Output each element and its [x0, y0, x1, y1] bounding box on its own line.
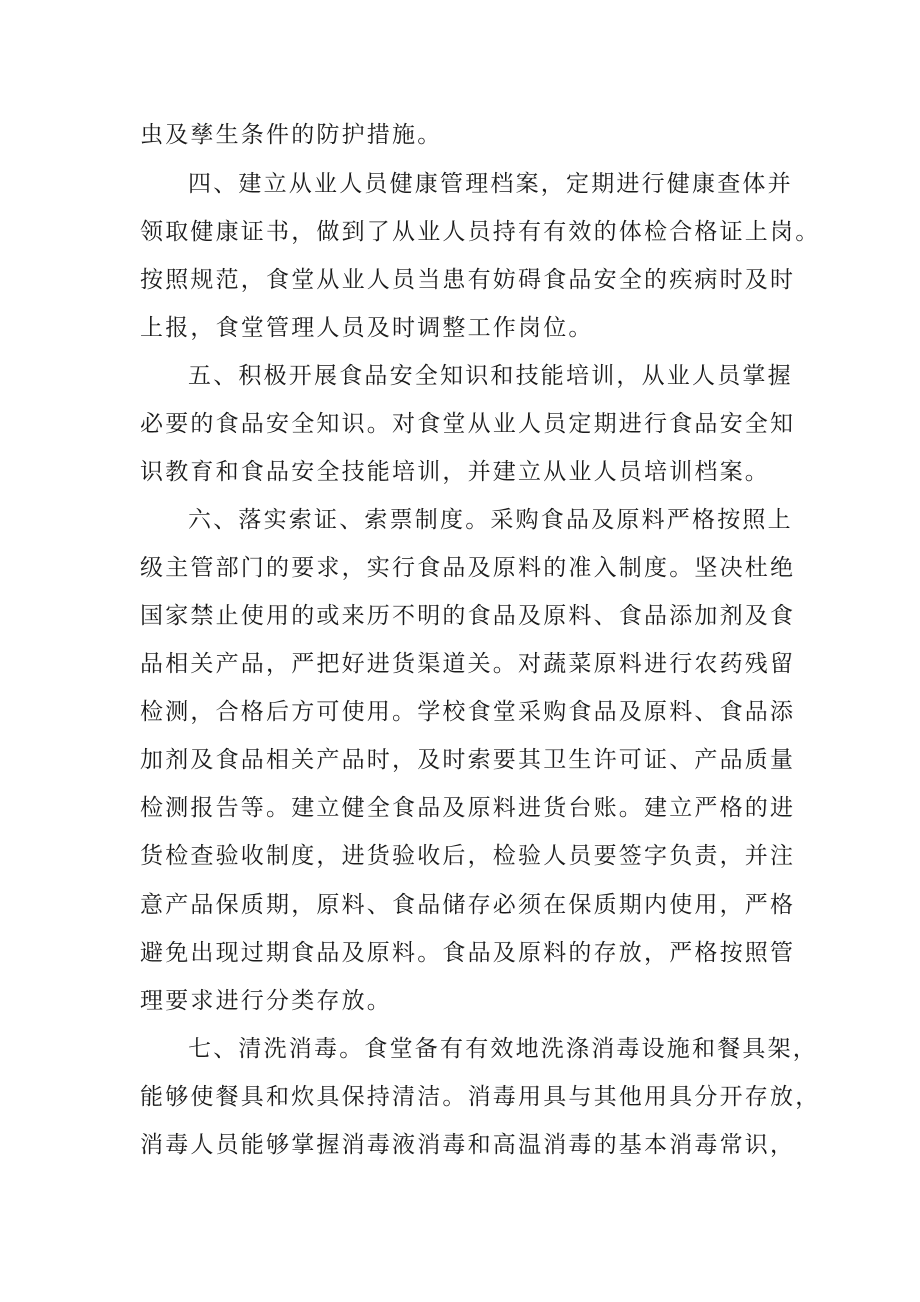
text-line: 五、积极开展食品安全知识和技能培训，从业人员掌握 — [188, 363, 793, 389]
text-line: 避免出现过期食品及原料。食品及原料的存放，严格按照管 — [140, 940, 796, 966]
text-line: 意产品保质期，原料、食品储存必须在保质期内使用，严格 — [140, 892, 796, 918]
text-line: 品相关产品，严把好进货渠道关。对蔬菜原料进行农药残留 — [140, 651, 796, 677]
text-line: 消毒人员能够掌握消毒液消毒和高温消毒的基本消毒常识， — [140, 1132, 796, 1158]
text-line: 货检查验收制度，进货验收后，检验人员要签字负责，并注 — [140, 843, 796, 869]
text-line: 能够使餐具和炊具保持清洁。消毒用具与其他用具分开存放， — [140, 1084, 821, 1110]
text-line: 检测，合格后方可使用。学校食堂采购食品及原料、食品添 — [140, 699, 796, 725]
text-line: 必要的食品安全知识。对食堂从业人员定期进行食品安全知 — [140, 411, 796, 437]
text-line: 级主管部门的要求，实行食品及原料的准入制度。坚决杜绝 — [140, 555, 796, 581]
text-line: 按照规范，食堂从业人员当患有妨碍食品安全的疾病时及时 — [140, 267, 796, 293]
text-line: 上报，食堂管理人员及时调整工作岗位。 — [140, 315, 594, 341]
text-line: 检测报告等。建立健全食品及原料进货台账。建立严格的进 — [140, 795, 796, 821]
text-line: 六、落实索证、索票制度。采购食品及原料严格按照上 — [188, 507, 793, 533]
text-line: 国家禁止使用的或来历不明的食品及原料、食品添加剂及食 — [140, 603, 796, 629]
text-line: 加剂及食品相关产品时，及时索要其卫生许可证、产品质量 — [140, 747, 796, 773]
text-line: 领取健康证书，做到了从业人员持有有效的体检合格证上岗。 — [140, 219, 821, 245]
text-line: 理要求进行分类存放。 — [140, 988, 392, 1014]
text-line: 四、建立从业人员健康管理档案，定期进行健康查体并 — [188, 171, 793, 197]
text-line: 识教育和食品安全技能培训，并建立从业人员培训档案。 — [140, 459, 770, 485]
text-line: 虫及孳生条件的防护措施。 — [140, 122, 443, 148]
text-line: 七、清洗消毒。食堂备有有效地洗涤消毒设施和餐具架， — [188, 1036, 818, 1062]
